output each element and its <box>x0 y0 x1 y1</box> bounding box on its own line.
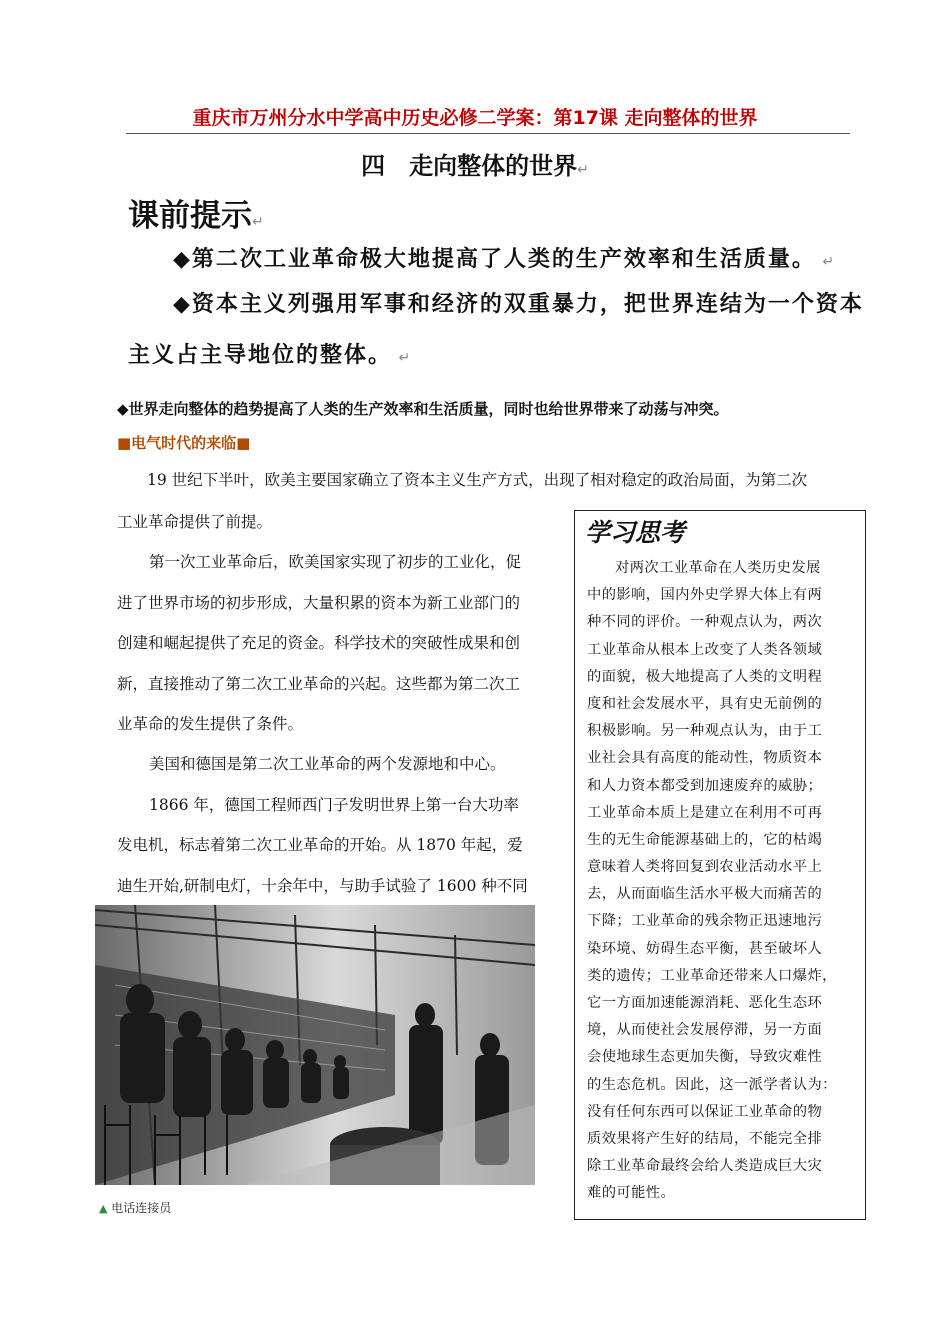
summary-statement: ◆世界走向整体的趋势提高了人类的生产效率和生活质量，同时也给世界带来了动荡与冲突。 <box>117 400 729 418</box>
sidebar-line: 去，从而面临生活水平极大而痛苦的 <box>587 886 823 903</box>
body-line: 发电机，标志着第二次工业革命的开始。从 1870 年起，爱 <box>117 836 523 855</box>
sidebar-line: 中的影响，国内外史学界大体上有两 <box>587 587 823 604</box>
sidebar-line: 的面貌，极大地提高了人类的文明程 <box>587 668 823 685</box>
triangle-marker-icon: ▲ <box>99 1202 108 1215</box>
body-line: 进了世界市场的初步形成，大量积累的资本为新工业部门的 <box>117 593 521 612</box>
body-line: 工业革命提供了前提。 <box>117 513 273 531</box>
title-divider <box>126 133 850 134</box>
section-heading: ■电气时代的来临■ <box>117 434 251 452</box>
body-line: 第一次工业革命后，欧美国家实现了初步的工业化，促 <box>149 553 522 572</box>
document-title: 重庆市万州分水中学高中历史必修二学案：第17课 走向整体的世界 <box>192 107 758 129</box>
body-line: 新，直接推动了第二次工业革命的兴起。这些都为第二次工 <box>117 674 521 693</box>
preview-tip-2-line-2 <box>128 338 412 369</box>
sidebar-line: 它一方面加速能源消耗、恶化生态环 <box>587 995 823 1011</box>
study-reflection-box <box>574 510 866 1220</box>
sidebar-line: 种不同的评价。一种观点认为，两次 <box>587 614 823 631</box>
sidebar-line: 下降；工业革命的残余物正迅速地污 <box>587 913 823 930</box>
study-reflection-title: 学习思考 <box>585 518 686 547</box>
preview-tip-1-text: ◆第二次工业革命极大地提高了人类的生产效率和生活质量。 <box>173 247 816 272</box>
sidebar-line: 类的遗传；工业革命还带来人口爆炸， <box>587 967 837 984</box>
sidebar-line: 染环境、妨碍生态平衡，甚至破坏人 <box>587 940 823 957</box>
photo-caption-text: 电话连接员 <box>111 1201 172 1215</box>
sidebar-line: 生的无生命能源基础上的，它的枯竭 <box>587 831 823 848</box>
body-line: 1866 年，德国工程师西门子发明世界上第一台大功率 <box>149 795 519 814</box>
body-column <box>117 502 562 906</box>
body-line: 迪生开始,研制电灯，十余年中，与助手试验了 1600 种不同 <box>117 876 528 895</box>
sidebar-line: 的生态危机。因此，这一派学者认为： <box>587 1076 837 1093</box>
sidebar-line: 没有任何东西可以保证工业革命的物 <box>587 1103 823 1120</box>
paragraph-mark-icon: ↵ <box>392 350 413 366</box>
chapter-title-text: 四 走向整体的世界 <box>361 152 578 180</box>
sidebar-line: 度和社会发展水平，具有史无前例的 <box>587 695 823 712</box>
paragraph-mark-icon: ↵ <box>577 162 589 178</box>
sidebar-line: 难的可能性。 <box>587 1185 676 1202</box>
sidebar-line: 积极影响。另一种观点认为，由于工 <box>587 723 823 740</box>
body-line: 创建和崛起提供了充足的资金。科学技术的突破性成果和创 <box>117 634 521 653</box>
sidebar-line: 工业革命本质上是建立在利用不可再 <box>587 804 823 821</box>
sidebar-line: 业社会具有高度的能动性，物质资本 <box>587 750 823 767</box>
preview-heading <box>128 190 264 235</box>
sidebar-line: 质效果将产生好的结局，不能完全排 <box>587 1130 823 1147</box>
body-line: 业革命的发生提供了条件。 <box>117 714 304 733</box>
chapter-title <box>0 146 950 181</box>
body-paragraph-intro: 19 世纪下半叶，欧美主要国家确立了资本主义生产方式，出现了相对稳定的政治局面，为第二次 <box>147 471 808 489</box>
body-line: 美国和德国是第二次工业革命的两个发源地和中心。 <box>149 755 506 774</box>
telephone-operators-photo <box>95 905 535 1185</box>
study-reflection-text <box>587 555 859 1208</box>
sidebar-line: 除工业革命最终会给人类造成巨大灾 <box>587 1158 823 1175</box>
preview-tip-2-line-2-text: 主义占主导地位的整体。 <box>128 343 393 368</box>
sidebar-line: 和人力资本都受到加速废弃的威胁； <box>587 777 823 794</box>
paragraph-mark-icon: ↵ <box>815 254 837 270</box>
sidebar-line: 境，从而使社会发展停滞，另一方面 <box>587 1022 823 1039</box>
sidebar-line: 会使地球生态更加失衡，导致灾难性 <box>587 1049 823 1066</box>
photo-caption <box>99 1199 171 1216</box>
sidebar-line: 对两次工业革命在人类历史发展 <box>615 560 821 576</box>
preview-tip-2-line-1: ◆资本主义列强用军事和经济的双重暴力，把世界连结为一个资本 <box>173 292 864 317</box>
sidebar-line: 意味着人类将回复到农业活动水平上 <box>587 859 823 876</box>
preview-heading-text: 课前提示 <box>128 198 252 234</box>
sidebar-line: 工业革命从根本上改变了人类各领域 <box>587 641 823 658</box>
preview-tip-1 <box>173 242 836 273</box>
paragraph-mark-icon: ↵ <box>252 214 264 230</box>
